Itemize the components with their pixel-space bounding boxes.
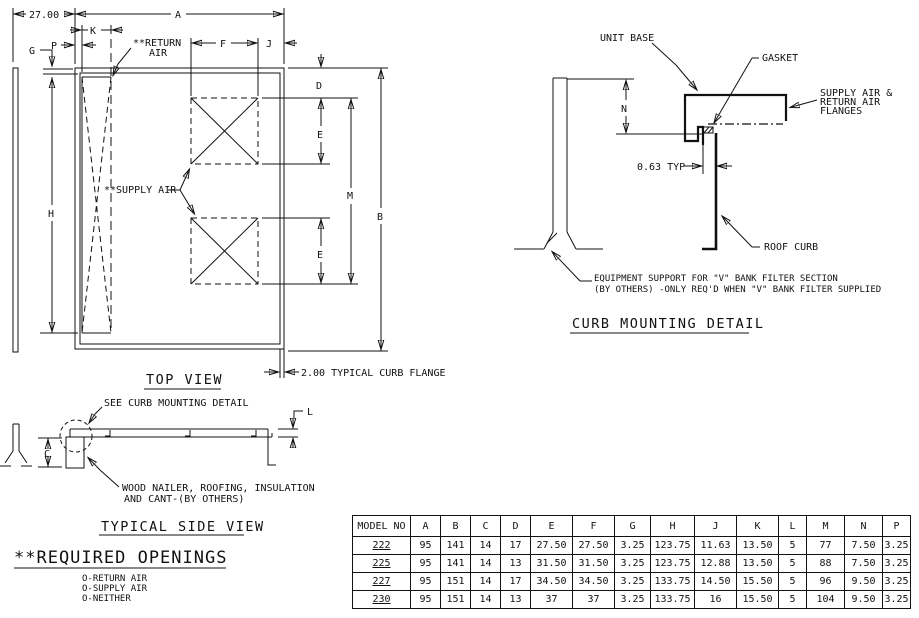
unit-bottom-panel	[70, 429, 276, 465]
dimension-cell: 133.75	[651, 591, 695, 609]
dimension-cell: 5	[779, 537, 807, 555]
dimension-cell: 13	[501, 555, 531, 573]
column-header: K	[737, 516, 779, 537]
dimension-cell: 9.50	[845, 573, 883, 591]
side-view-title: TYPICAL SIDE VIEW	[101, 519, 265, 535]
dimension-cell: 5	[779, 573, 807, 591]
dim-b	[377, 68, 383, 351]
dim-063-typ	[637, 145, 732, 174]
column-header: A	[411, 516, 441, 537]
curb-mounting-detail	[514, 33, 892, 333]
extension-lines	[13, 8, 388, 351]
top-view	[13, 8, 446, 389]
dimension-cell: 3.25	[883, 555, 911, 573]
dimension-cell: 151	[441, 573, 471, 591]
required-openings-title: **REQUIRED OPENINGS	[14, 548, 228, 568]
opening-option: O-NEITHER	[82, 594, 131, 604]
column-header: N	[845, 516, 883, 537]
svg-text:(BY OTHERS) -ONLY REQ'D WHEN ": (BY OTHERS) -ONLY REQ'D WHEN "V" BANK FILTER SUPPLIED	[594, 285, 882, 295]
dim-label: C	[44, 449, 51, 460]
dimension-cell: 151	[441, 591, 471, 609]
dimension-cell: 96	[807, 573, 845, 591]
unit-base-label	[600, 33, 697, 90]
dim-a	[75, 10, 284, 21]
svg-text:SUPPLY AIR &: SUPPLY AIR &	[820, 88, 893, 99]
wood-nailer-note	[88, 458, 315, 506]
opening-option: O-SUPPLY AIR	[82, 584, 148, 594]
dim-k	[70, 26, 123, 37]
dimension-cell: 14.50	[695, 573, 737, 591]
dimension-cell: 17	[501, 573, 531, 591]
dimension-cell: 123.75	[651, 555, 695, 573]
table-row	[353, 537, 911, 555]
dim-p	[51, 41, 96, 52]
svg-text:AND CANT-(BY OTHERS): AND CANT-(BY OTHERS)	[124, 494, 245, 505]
dim-c	[38, 438, 62, 467]
column-header: J	[695, 516, 737, 537]
column-header: L	[779, 516, 807, 537]
detail-reference-circle	[60, 420, 92, 452]
svg-text:UNIT BASE: UNIT BASE	[600, 33, 655, 44]
dimension-cell: 123.75	[651, 537, 695, 555]
column-header: M	[807, 516, 845, 537]
dim-label: 27.00	[29, 10, 60, 21]
dim-n	[567, 79, 702, 134]
dimension-cell: 37	[531, 591, 573, 609]
svg-text:AIR: AIR	[149, 48, 168, 59]
model-no-cell: 227	[353, 573, 411, 591]
dimension-cell: 15.50	[737, 573, 779, 591]
curb-detail-title: CURB MOUNTING DETAIL	[572, 316, 765, 332]
side-view	[0, 398, 315, 535]
dimension-cell: 3.25	[883, 573, 911, 591]
svg-text:GASKET: GASKET	[762, 53, 799, 64]
dim-label: D	[316, 81, 323, 92]
wood-nailer-box	[66, 437, 84, 468]
dimension-cell: 95	[411, 537, 441, 555]
column-header: H	[651, 516, 695, 537]
dimension-cell: 95	[411, 573, 441, 591]
svg-text:RETURN AIR: RETURN AIR	[820, 97, 881, 108]
dimension-cell: 13.50	[737, 555, 779, 573]
dimension-cell: 34.50	[573, 573, 615, 591]
see-detail-note	[89, 398, 249, 423]
table-header-row	[353, 516, 911, 537]
dim-label: A	[175, 10, 182, 21]
dimension-cell: 133.75	[651, 573, 695, 591]
unit-outer-outline	[75, 68, 284, 349]
dimension-cell: 14	[471, 591, 501, 609]
dimension-cell: 27.50	[573, 537, 615, 555]
dimension-cell: 12.88	[695, 555, 737, 573]
model-dimension-table	[352, 515, 911, 609]
supply-air-opening-1	[191, 98, 258, 164]
dimension-cell: 16	[695, 591, 737, 609]
column-header: D	[501, 516, 531, 537]
dim-label: 0.63 TYP	[637, 162, 686, 173]
dimension-cell: 5	[779, 555, 807, 573]
dimension-cell: 11.63	[695, 537, 737, 555]
dim-label: P	[51, 41, 58, 52]
dim-label: L	[307, 407, 314, 418]
dimension-cell: 13	[501, 591, 531, 609]
left-flange-strip	[13, 68, 18, 352]
svg-text:ROOF CURB: ROOF CURB	[764, 242, 819, 253]
column-header: C	[471, 516, 501, 537]
dim-e1	[317, 98, 323, 164]
dim-label: G	[29, 46, 36, 57]
equipment-support	[514, 78, 603, 249]
svg-text:SEE CURB MOUNTING DETAIL: SEE CURB MOUNTING DETAIL	[104, 398, 249, 409]
dimension-cell: 5	[779, 591, 807, 609]
table-row	[353, 555, 911, 573]
dimension-cell: 95	[411, 591, 441, 609]
unit-base-outline	[685, 95, 786, 145]
column-header: MODEL NO	[353, 516, 411, 537]
opening-option: O-RETURN AIR	[82, 574, 148, 584]
dim-label: M	[347, 191, 354, 202]
dimension-cell: 88	[807, 555, 845, 573]
dim-g	[29, 46, 52, 66]
dimension-cell: 17	[501, 537, 531, 555]
dimension-cell: 77	[807, 537, 845, 555]
dimension-cell: 3.25	[615, 573, 651, 591]
dimension-cell: 27.50	[531, 537, 573, 555]
return-air-label	[113, 38, 181, 76]
column-header: F	[573, 516, 615, 537]
supply-air-label	[104, 169, 195, 214]
unit-inner-outline	[80, 73, 280, 344]
dimension-cell: 95	[411, 555, 441, 573]
svg-text:**RETURN: **RETURN	[133, 38, 182, 49]
dimension-cell: 15.50	[737, 591, 779, 609]
dimension-cell: 14	[471, 537, 501, 555]
column-header: E	[531, 516, 573, 537]
dim-e2	[317, 218, 323, 284]
model-no-cell: 222	[353, 537, 411, 555]
dim-m	[347, 98, 353, 284]
svg-text:WOOD NAILER, ROOFING, INSULATI: WOOD NAILER, ROOFING, INSULATION	[122, 483, 315, 494]
dim-27	[13, 10, 75, 21]
gasket-shape	[703, 127, 713, 133]
dim-label: K	[90, 26, 97, 37]
svg-text:EQUIPMENT SUPPORT FOR "V" BANK: EQUIPMENT SUPPORT FOR "V" BANK FILTER SECTION	[594, 274, 838, 284]
dimension-cell: 7.50	[845, 555, 883, 573]
dim-f	[191, 39, 258, 50]
roof-curb-outline	[702, 133, 716, 249]
equipment-support-note	[552, 252, 881, 296]
dimension-cell: 37	[573, 591, 615, 609]
dim-label: B	[377, 212, 384, 223]
column-header: B	[441, 516, 471, 537]
column-header: G	[615, 516, 651, 537]
required-openings	[14, 548, 227, 604]
dimension-cell: 141	[441, 555, 471, 573]
model-no-cell: 230	[353, 591, 411, 609]
dim-label: N	[621, 104, 628, 115]
dimension-cell: 3.25	[615, 591, 651, 609]
top-view-title: TOP VIEW	[146, 372, 224, 388]
dim-l	[278, 407, 313, 448]
dimension-cell: 7.50	[845, 537, 883, 555]
dimension-cell: 3.25	[615, 555, 651, 573]
return-air-opening	[82, 25, 111, 333]
dimension-cell: 34.50	[531, 573, 573, 591]
dimension-cell: 3.25	[883, 591, 911, 609]
dim-h	[48, 77, 54, 333]
dim-label: J	[266, 39, 273, 50]
dimension-cell: 9.50	[845, 591, 883, 609]
dim-j	[266, 39, 297, 50]
svg-text:**SUPPLY AIR: **SUPPLY AIR	[104, 185, 177, 196]
dim-label: F	[220, 39, 227, 50]
dim-label: E	[317, 250, 324, 261]
dimension-cell: 141	[441, 537, 471, 555]
dimension-cell: 14	[471, 573, 501, 591]
dimension-cell: 3.25	[615, 537, 651, 555]
column-header: P	[883, 516, 911, 537]
svg-text:FLANGES: FLANGES	[820, 106, 863, 117]
model-no-cell: 225	[353, 555, 411, 573]
flanges-label	[790, 88, 892, 117]
dimension-cell: 3.25	[883, 537, 911, 555]
supply-air-opening-2	[191, 218, 258, 284]
dimension-cell: 31.50	[573, 555, 615, 573]
dimension-cell: 104	[807, 591, 845, 609]
dimension-cell: 14	[471, 555, 501, 573]
table-row	[353, 573, 911, 591]
roof-curb-label	[722, 216, 818, 253]
dimension-cell: 13.50	[737, 537, 779, 555]
cant-profile	[0, 424, 32, 466]
curb-flange-note: 2.00 TYPICAL CURB FLANGE	[301, 368, 446, 379]
dim-curb-flange	[264, 368, 446, 379]
table-row	[353, 591, 911, 609]
dim-label: H	[48, 209, 55, 220]
dim-d	[316, 54, 322, 92]
dim-label: E	[317, 130, 324, 141]
dimension-cell: 31.50	[531, 555, 573, 573]
